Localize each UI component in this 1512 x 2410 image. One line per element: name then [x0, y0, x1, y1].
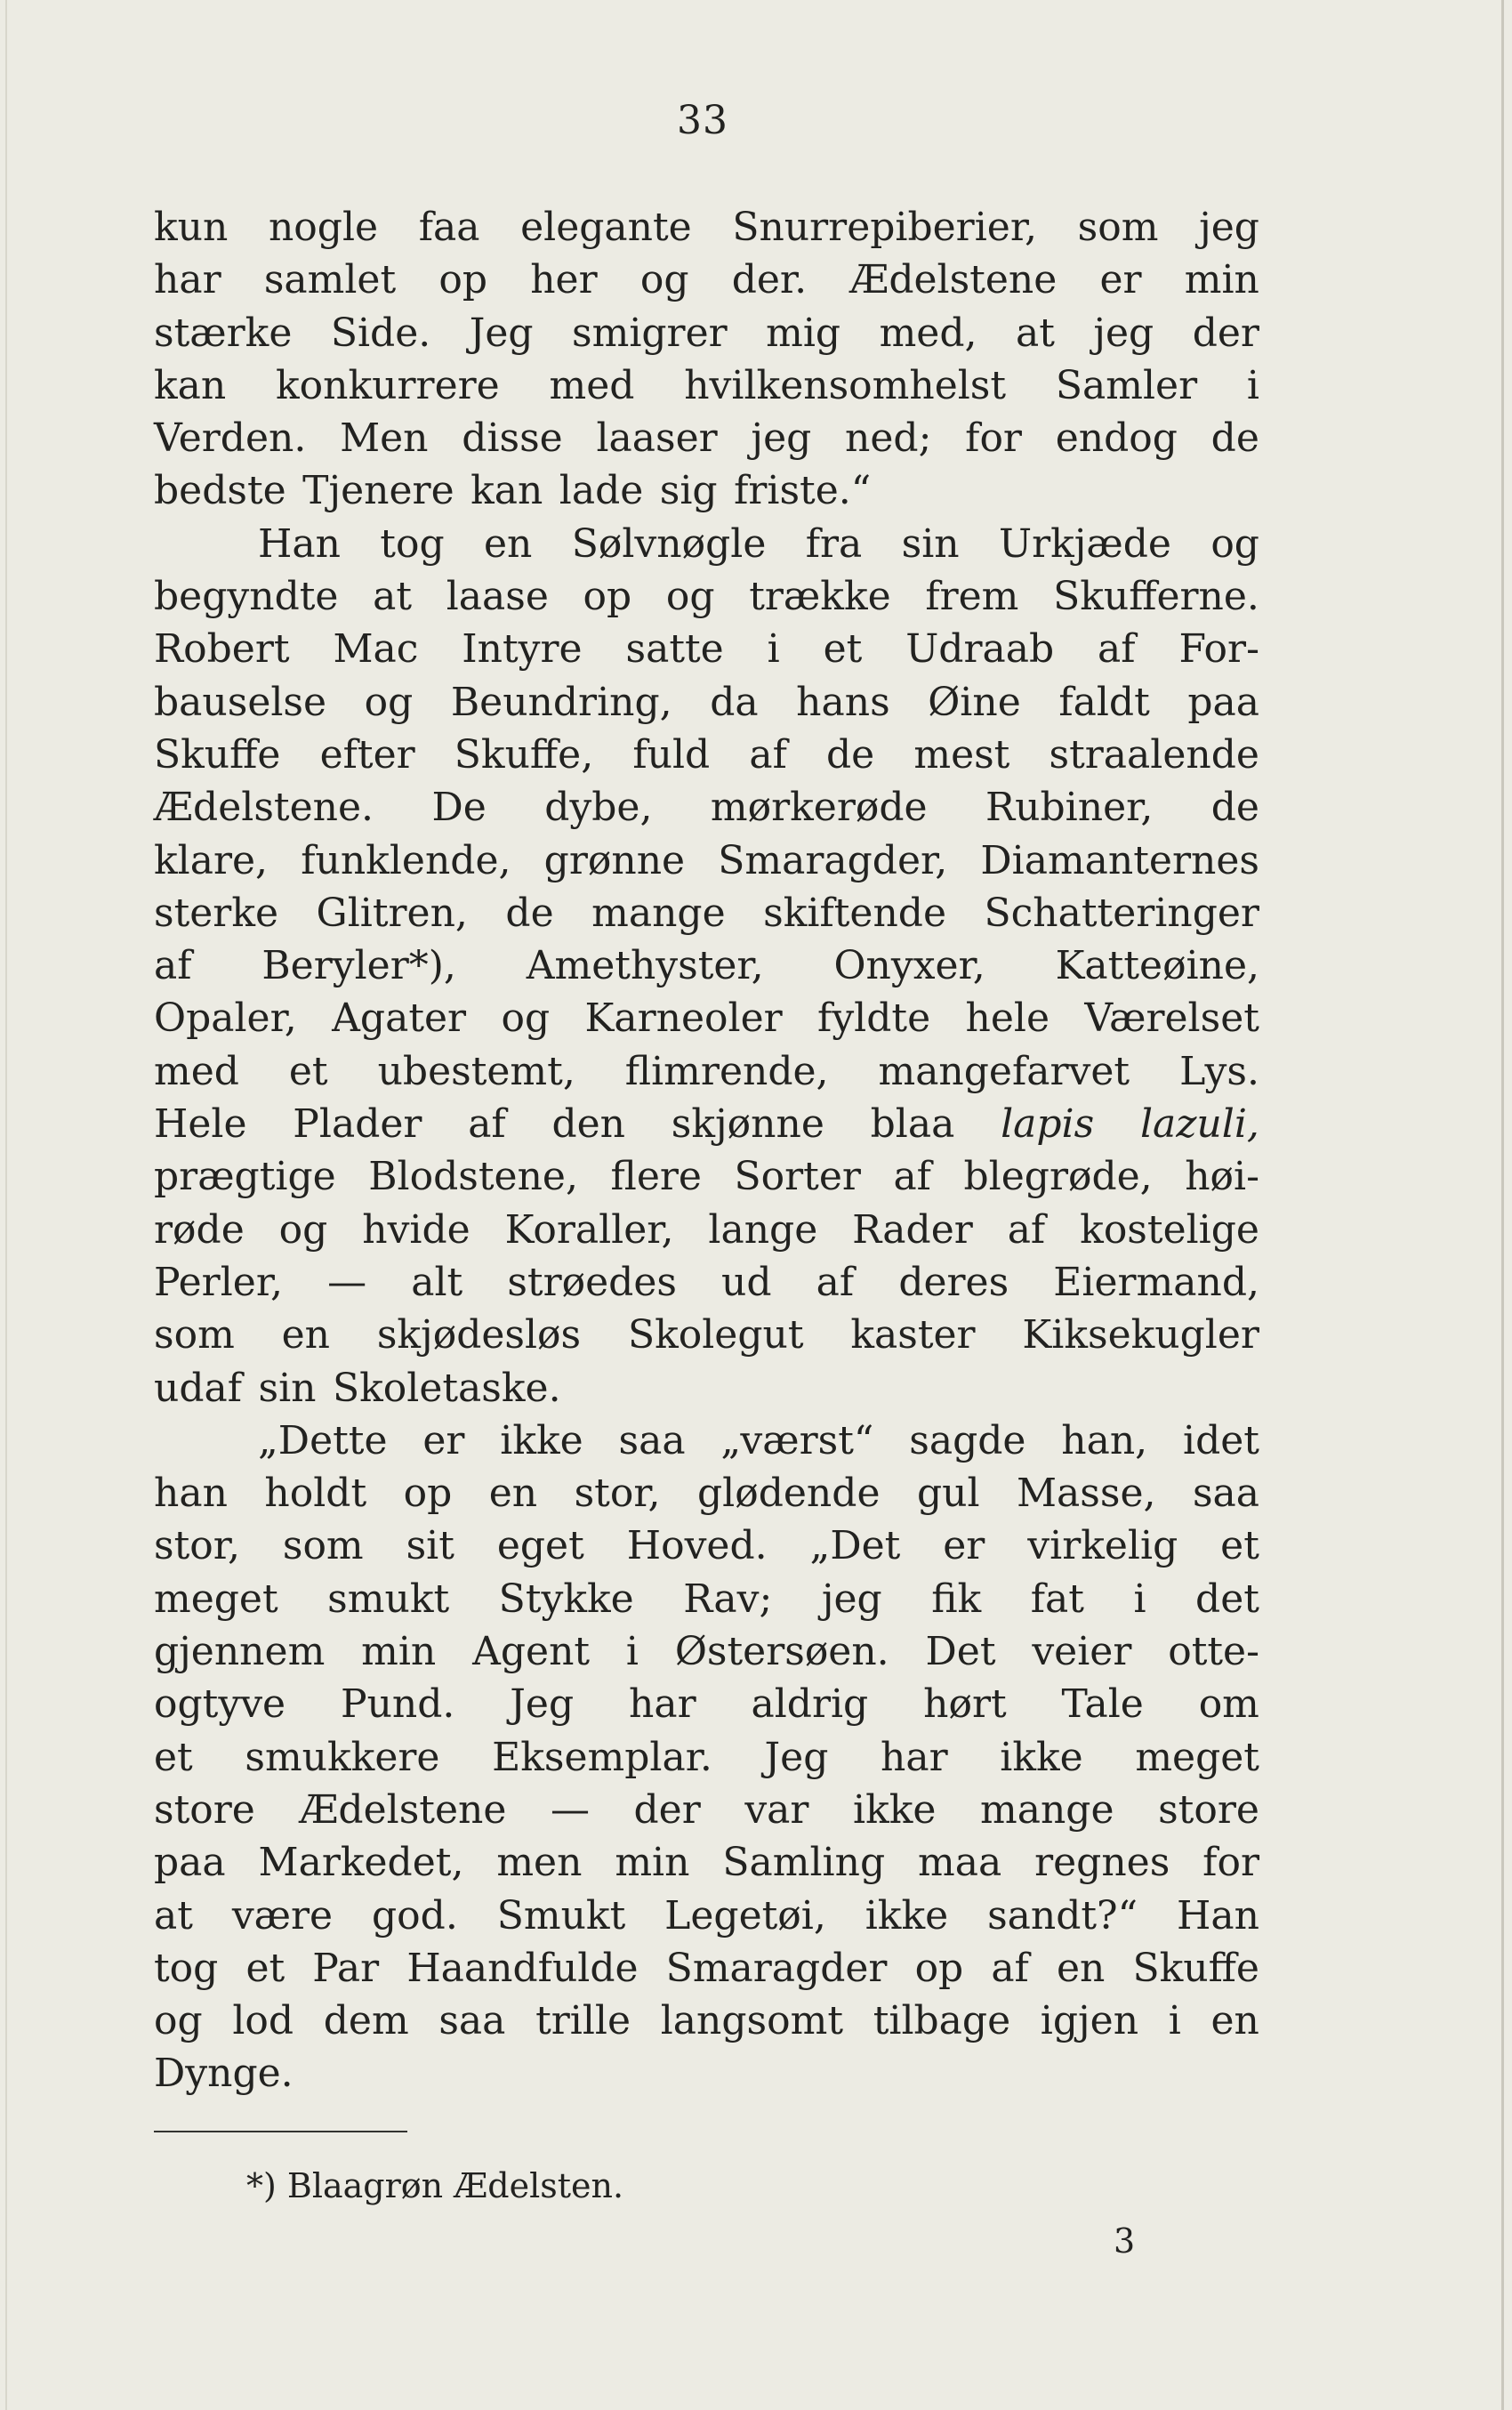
text-line: har samlet op her og der. Ædelstene er min	[154, 257, 1259, 303]
text-line: tog et Par Haandfulde Smaragder op af en Skuffe	[154, 1945, 1259, 1991]
text-line: paa Markedet, men min Samling maa regnes for	[154, 1840, 1259, 1886]
text-line: bauselse og Beundring, da hans Øine faldt paa	[154, 679, 1259, 725]
text-line: kan konkurrere med hvilkensomhelst Samler i	[154, 362, 1259, 408]
text-line: Skuffe efter Skuffe, fuld af de mest straalende	[154, 731, 1259, 778]
text-line: af Beryler*), Amethyster, Onyxer, Katteøine,	[154, 943, 1259, 989]
footnote: *) Blaagrøn Ædelsten.	[246, 2166, 624, 2205]
text-line: han holdt op en stor, glødende gul Masse, saa	[154, 1471, 1259, 1517]
text-line: store Ædelstene — der var ikke mange store	[154, 1786, 1259, 1833]
text-line: sterke Glitren, de mange skiftende Schatteringer	[154, 890, 1259, 936]
text-line: Dynge.	[154, 2051, 294, 2097]
footnote-rule	[154, 2131, 407, 2132]
printer-signature: 3	[1114, 2221, 1136, 2261]
text-line: røde og hvide Koraller, lange Rader af kostelige	[154, 1206, 1259, 1253]
text-line: at være god. Smukt Legetøi, ikke sandt?“ Han	[154, 1892, 1259, 1938]
text-line: meget smukt Stykke Rav; jeg fik fat i det	[154, 1576, 1259, 1622]
text-line: Ædelstene. De dybe, mørkerøde Rubiner, de	[154, 785, 1259, 831]
text-line: Opaler, Agater og Karneoler fyldte hele Værelset	[154, 995, 1259, 1042]
text-line: et smukkere Eksemplar. Jeg har ikke meget	[154, 1734, 1259, 1780]
text-line: gjennem min Agent i Østersøen. Det veier otte-	[154, 1629, 1259, 1675]
text-line: begyndte at laase op og trække frem Skufferne.	[154, 574, 1259, 620]
text-line: og lod dem saa trille langsomt tilbage igjen i en	[154, 1998, 1259, 2044]
text-line: ogtyve Pund. Jeg har aldrig hørt Tale om	[154, 1681, 1259, 1728]
page-edge-right	[1501, 0, 1504, 2410]
text-line: som en skjødesløs Skolegut kaster Kiksekugler	[154, 1312, 1259, 1358]
text-line: Han tog en Sølvnøgle fra sin Urkjæde og	[258, 520, 1259, 567]
text-line: kun nogle faa elegante Snurrepiberier, som jeg	[154, 205, 1259, 250]
body-text	[154, 201, 1259, 2100]
text-line: Verden. Men disse laaser jeg ned; for endog de	[154, 415, 1259, 462]
text-line: prægtige Blodstene, flere Sorter af blegrøde, høi-	[154, 1154, 1259, 1200]
text-line: udaf sin Skoletaske.	[154, 1365, 561, 1411]
text-line: stærke Side. Jeg smigrer mig med, at jeg der	[154, 310, 1259, 356]
text-line: stor, som sit eget Hoved. „Det er virkelig et	[154, 1523, 1259, 1569]
text-line: Robert Mac Intyre satte i et Udraab af For-	[154, 626, 1259, 673]
text-line: „Dette er ikke saa „værst“ sagde han, idet	[258, 1417, 1259, 1463]
page-number: 33	[677, 98, 728, 143]
text-line: med et ubestemt, flimrende, mangefarvet Lys.	[154, 1048, 1259, 1094]
text-line: klare, funklende, grønne Smaragder, Diamanternes	[154, 837, 1259, 883]
text-line: Hele Plader af den skjønne blaa lapis lazuli,	[154, 1101, 1259, 1148]
page-edge-left	[5, 0, 7, 2410]
text-line: bedste Tjenere kan lade sig friste.“	[154, 468, 872, 514]
text-line: Perler, — alt strøedes ud af deres Eiermand,	[154, 1259, 1259, 1305]
